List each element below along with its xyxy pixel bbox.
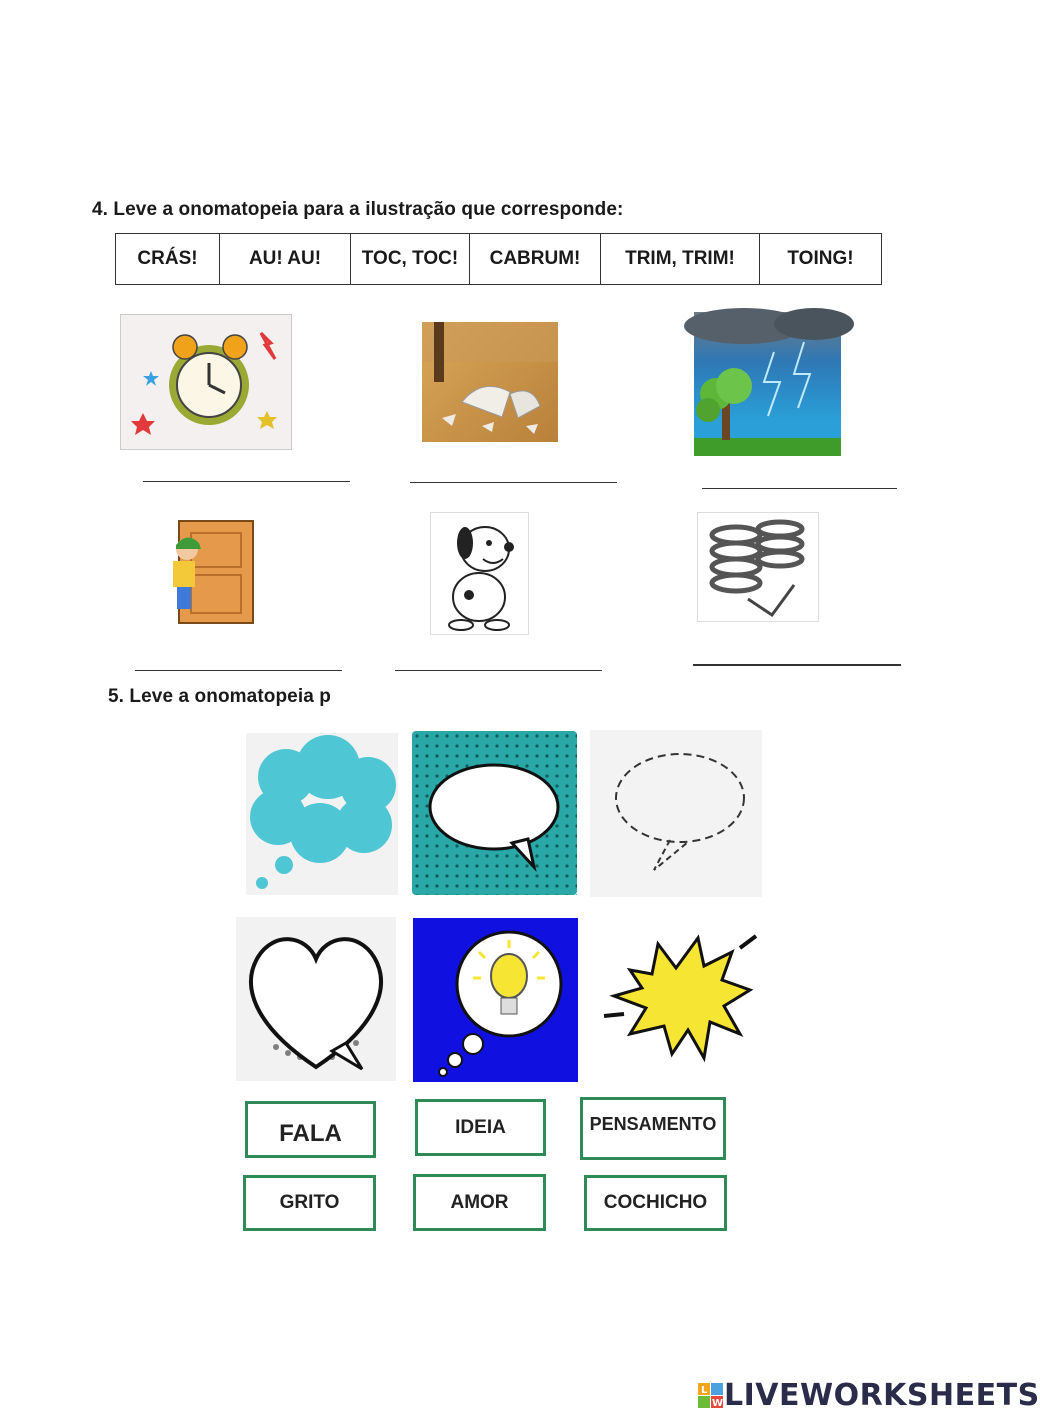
label-text: COCHICHO bbox=[603, 1192, 708, 1213]
speech-bubble bbox=[412, 731, 577, 895]
label-box-pensamento[interactable] bbox=[580, 1097, 726, 1160]
label-box-ideia[interactable] bbox=[415, 1099, 546, 1156]
exercise-5-title: 5. Leve a onomatopeia p bbox=[108, 686, 331, 707]
puppy-icon bbox=[431, 513, 528, 634]
liveworksheets-logo-icon bbox=[698, 1383, 724, 1409]
liveworksheets-logo bbox=[698, 1378, 1040, 1413]
spring-icon bbox=[698, 513, 818, 621]
answer-line[interactable] bbox=[135, 670, 342, 671]
burst-icon bbox=[600, 930, 765, 1070]
dashed-bubble-icon bbox=[590, 730, 762, 897]
lightbulb-icon bbox=[413, 918, 578, 1082]
word-cell[interactable]: TRIM, TRIM! bbox=[601, 234, 760, 285]
word-cell[interactable]: CRÁS! bbox=[116, 234, 220, 285]
alarm-clock-illustration bbox=[120, 314, 292, 450]
thunderstorm-illustration bbox=[694, 312, 841, 456]
knocking-door-illustration bbox=[157, 519, 255, 624]
thought-cloud-bubble bbox=[246, 733, 398, 895]
logo-letter: L bbox=[701, 1384, 708, 1396]
thought-cloud-icon bbox=[246, 733, 398, 895]
onomatopoeia-word-table bbox=[115, 233, 882, 285]
logo-letter: W bbox=[712, 1397, 724, 1409]
alarm-clock-icon bbox=[121, 315, 291, 449]
idea-bulb-bubble bbox=[413, 918, 578, 1082]
answer-line[interactable] bbox=[410, 482, 617, 483]
door-icon bbox=[157, 519, 255, 624]
word-cell[interactable]: TOC, TOC! bbox=[351, 234, 470, 285]
broken-cup-illustration bbox=[422, 322, 558, 442]
answer-line[interactable] bbox=[693, 664, 901, 666]
spring-illustration bbox=[697, 512, 819, 622]
lightning-icon bbox=[694, 312, 841, 456]
word-cell[interactable]: CABRUM! bbox=[470, 234, 601, 285]
label-box-fala[interactable] bbox=[245, 1101, 376, 1158]
answer-line[interactable] bbox=[143, 481, 350, 482]
shout-burst-bubble bbox=[600, 930, 765, 1070]
broken-cup-icon bbox=[422, 322, 558, 442]
label-box-cochicho[interactable] bbox=[584, 1175, 727, 1231]
speech-bubble-icon bbox=[412, 731, 577, 895]
answer-line[interactable] bbox=[395, 670, 602, 671]
heart-icon bbox=[236, 917, 396, 1081]
liveworksheets-logo-text: LIVEWORKSHEETS bbox=[724, 1378, 1040, 1413]
heart-bubble bbox=[236, 917, 396, 1081]
label-text: AMOR bbox=[450, 1191, 509, 1213]
whisper-dashed-bubble bbox=[590, 730, 762, 897]
word-cell[interactable]: AU! AU! bbox=[220, 234, 351, 285]
label-text: PENSAMENTO bbox=[589, 1114, 717, 1134]
label-box-amor[interactable] bbox=[413, 1174, 546, 1231]
label-text: IDEIA bbox=[455, 1116, 506, 1138]
word-cell[interactable]: TOING! bbox=[760, 234, 882, 285]
answer-line[interactable] bbox=[702, 488, 897, 489]
label-box-grito[interactable] bbox=[243, 1175, 376, 1231]
label-text: GRITO bbox=[279, 1192, 340, 1213]
label-text: FALA bbox=[279, 1119, 342, 1147]
puppy-illustration bbox=[430, 512, 529, 635]
exercise-4-title: 4. Leve a onomatopeia para a ilustração que corresponde: bbox=[92, 199, 624, 220]
